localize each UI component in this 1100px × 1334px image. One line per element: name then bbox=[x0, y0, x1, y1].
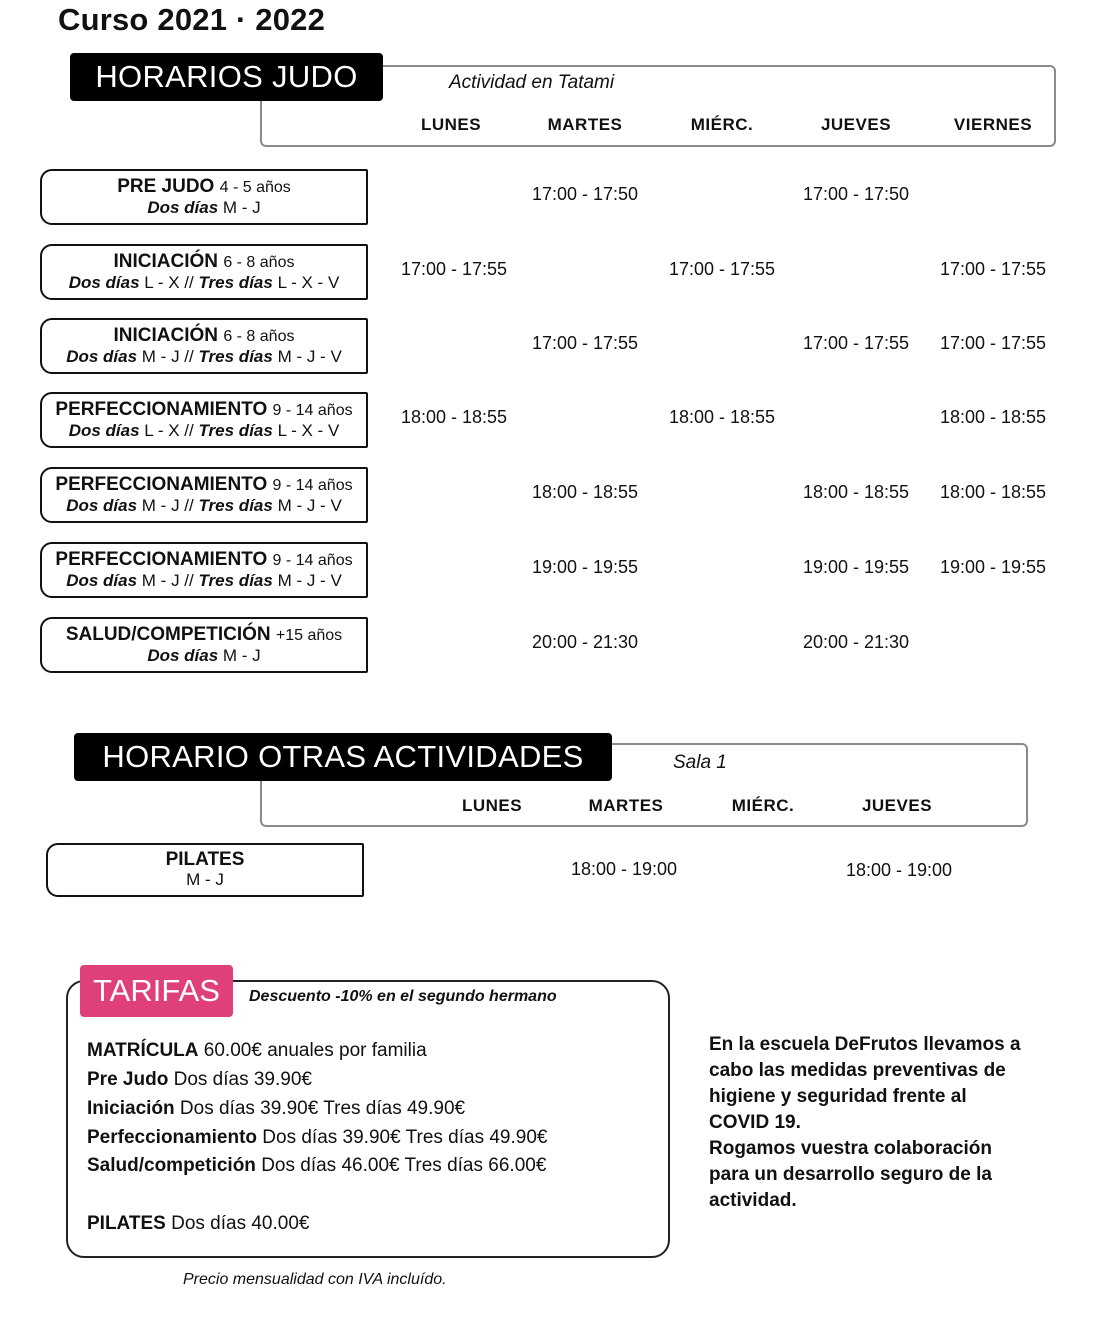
judo-day-header: MARTES bbox=[547, 115, 623, 134]
plan-days: M - J bbox=[222, 197, 261, 217]
class-box-pilates bbox=[46, 843, 364, 897]
class-plan-line bbox=[69, 273, 340, 293]
class-box bbox=[40, 244, 368, 300]
plan-days: L - X - V bbox=[277, 420, 340, 440]
class-title-line bbox=[55, 550, 352, 571]
plan-label: Tres días bbox=[198, 272, 273, 292]
class-days: M - J bbox=[186, 870, 224, 889]
class-name: PRE JUDO bbox=[117, 175, 215, 197]
time-slot: 19:00 - 19:55 bbox=[531, 557, 639, 577]
class-ages: +15 años bbox=[275, 626, 343, 644]
class-plan-line bbox=[69, 421, 340, 441]
class-name: INICIACIÓN bbox=[113, 324, 219, 346]
otras-day-header: JUEVES bbox=[861, 796, 933, 815]
class-ages: 6 - 8 años bbox=[223, 327, 295, 345]
covid-note-line: Rogamos vuestra colaboración bbox=[709, 1138, 992, 1159]
class-box bbox=[40, 169, 368, 225]
time-slot: 18:00 - 18:55 bbox=[400, 407, 508, 427]
judo-day-header: JUEVES bbox=[820, 115, 892, 134]
time-slot: 18:00 - 18:55 bbox=[939, 482, 1047, 502]
time-slot: 18:00 - 18:55 bbox=[939, 407, 1047, 427]
class-title-line bbox=[114, 252, 295, 273]
class-plan-line bbox=[66, 496, 342, 516]
covid-note-line: COVID 19. bbox=[709, 1112, 801, 1133]
plan-label: Dos días bbox=[66, 570, 138, 590]
class-name: SALUD/COMPETICIÓN bbox=[65, 623, 271, 645]
tarifas-title: TARIFAS bbox=[80, 965, 233, 1017]
tarifas-footnote: Precio mensualidad con IVA incluído. bbox=[183, 1271, 447, 1288]
class-ages: 9 - 14 años bbox=[272, 551, 353, 569]
plan-label: Dos días bbox=[147, 645, 219, 665]
tarifas-discount: Descuento -10% en el segundo hermano bbox=[249, 988, 557, 1005]
course-title: Curso 2021 · 2022 bbox=[58, 2, 326, 37]
class-title-line bbox=[114, 326, 295, 347]
class-name: PERFECCIONAMIENTO bbox=[55, 548, 268, 570]
judo-section-title: HORARIOS JUDO bbox=[70, 53, 383, 101]
plan-label: Dos días bbox=[66, 495, 138, 515]
otras-day-header: MARTES bbox=[588, 796, 664, 815]
otras-day-header: LUNES bbox=[461, 796, 523, 815]
plan-days: M - J // bbox=[141, 346, 194, 366]
class-title-line bbox=[66, 625, 342, 646]
time-slot: 18:00 - 19:00 bbox=[570, 859, 678, 879]
time-slot: 17:00 - 17:50 bbox=[531, 184, 639, 204]
tarifa-line: Iniciación Dos días 39.90€ Tres días 49.90€ bbox=[87, 1098, 466, 1119]
otras-subtitle: Sala 1 bbox=[673, 752, 727, 773]
class-ages: 9 - 14 años bbox=[272, 476, 353, 494]
time-slot: 20:00 - 21:30 bbox=[802, 632, 910, 652]
plan-days: L - X - V bbox=[277, 272, 340, 292]
tarifa-line: PILATES Dos días 40.00€ bbox=[87, 1213, 310, 1234]
plan-days: M - J // bbox=[141, 495, 194, 515]
time-slot: 19:00 - 19:55 bbox=[802, 557, 910, 577]
class-box bbox=[40, 467, 368, 523]
class-ages: 6 - 8 años bbox=[223, 253, 295, 271]
class-title-line bbox=[55, 475, 352, 496]
plan-days: M - J - V bbox=[277, 346, 342, 366]
plan-label: Dos días bbox=[68, 420, 140, 440]
class-ages: 4 - 5 años bbox=[219, 178, 291, 196]
plan-label: Tres días bbox=[198, 495, 273, 515]
covid-note bbox=[709, 1032, 1021, 1214]
plan-days: M - J - V bbox=[277, 495, 342, 515]
class-plan-line bbox=[147, 646, 260, 666]
covid-note-line: En la escuela DeFrutos llevamos a bbox=[709, 1034, 1021, 1055]
time-slot: 17:00 - 17:55 bbox=[531, 333, 639, 353]
tarifa-line: MATRÍCULA 60.00€ anuales por familia bbox=[87, 1040, 427, 1061]
otras-section-title: HORARIO OTRAS ACTIVIDADES bbox=[74, 733, 612, 781]
plan-label: Tres días bbox=[198, 570, 273, 590]
class-box bbox=[40, 617, 368, 673]
covid-note-line: actividad. bbox=[709, 1190, 797, 1211]
time-slot: 18:00 - 18:55 bbox=[802, 482, 910, 502]
covid-note-line: para un desarrollo seguro de la bbox=[709, 1164, 992, 1185]
class-name: PILATES bbox=[165, 849, 245, 870]
class-box bbox=[40, 392, 368, 448]
plan-days: M - J // bbox=[141, 570, 194, 590]
class-plan-line bbox=[66, 571, 342, 591]
plan-days: M - J bbox=[222, 645, 261, 665]
time-slot: 18:00 - 18:55 bbox=[531, 482, 639, 502]
plan-days: M - J - V bbox=[277, 570, 342, 590]
plan-label: Dos días bbox=[66, 346, 138, 366]
class-ages: 9 - 14 años bbox=[272, 401, 353, 419]
judo-subtitle: Actividad en Tatami bbox=[449, 72, 615, 93]
time-slot: 17:00 - 17:55 bbox=[802, 333, 910, 353]
class-plan-line bbox=[66, 347, 342, 367]
judo-day-header: LUNES bbox=[420, 115, 482, 134]
time-slot: 20:00 - 21:30 bbox=[531, 632, 639, 652]
time-slot: 17:00 - 17:50 bbox=[802, 184, 910, 204]
time-slot: 17:00 - 17:55 bbox=[668, 259, 776, 279]
class-title-line bbox=[117, 177, 291, 198]
time-slot: 18:00 - 18:55 bbox=[668, 407, 776, 427]
class-title-line bbox=[55, 400, 352, 421]
time-slot: 17:00 - 17:55 bbox=[939, 333, 1047, 353]
plan-label: Dos días bbox=[68, 272, 140, 292]
covid-note-line: cabo las medidas preventivas de bbox=[709, 1060, 1006, 1081]
plan-label: Tres días bbox=[198, 346, 273, 366]
covid-note-line: higiene y seguridad frente al bbox=[709, 1086, 967, 1107]
judo-day-header: VIERNES bbox=[953, 115, 1033, 134]
class-box bbox=[40, 542, 368, 598]
class-box bbox=[40, 318, 368, 374]
plan-label: Tres días bbox=[198, 420, 273, 440]
judo-day-header: MIÉRC. bbox=[690, 115, 754, 134]
tarifa-line: Pre Judo Dos días 39.90€ bbox=[87, 1069, 312, 1090]
tarifa-line: Salud/competición Dos días 46.00€ Tres días 66.00€ bbox=[87, 1155, 547, 1176]
class-name: INICIACIÓN bbox=[113, 250, 219, 272]
class-name: PERFECCIONAMIENTO bbox=[55, 398, 268, 420]
plan-days: L - X // bbox=[144, 420, 194, 440]
class-name: PERFECCIONAMIENTO bbox=[55, 473, 268, 495]
plan-days: L - X // bbox=[144, 272, 194, 292]
plan-label: Dos días bbox=[147, 197, 219, 217]
otras-day-header: MIÉRC. bbox=[731, 796, 795, 815]
time-slot: 19:00 - 19:55 bbox=[939, 557, 1047, 577]
time-slot: 18:00 - 19:00 bbox=[845, 860, 953, 880]
time-slot: 17:00 - 17:55 bbox=[939, 259, 1047, 279]
time-slot: 17:00 - 17:55 bbox=[400, 259, 508, 279]
tarifa-line: Perfeccionamiento Dos días 39.90€ Tres días 49.90€ bbox=[87, 1127, 548, 1148]
class-plan-line bbox=[147, 198, 260, 218]
